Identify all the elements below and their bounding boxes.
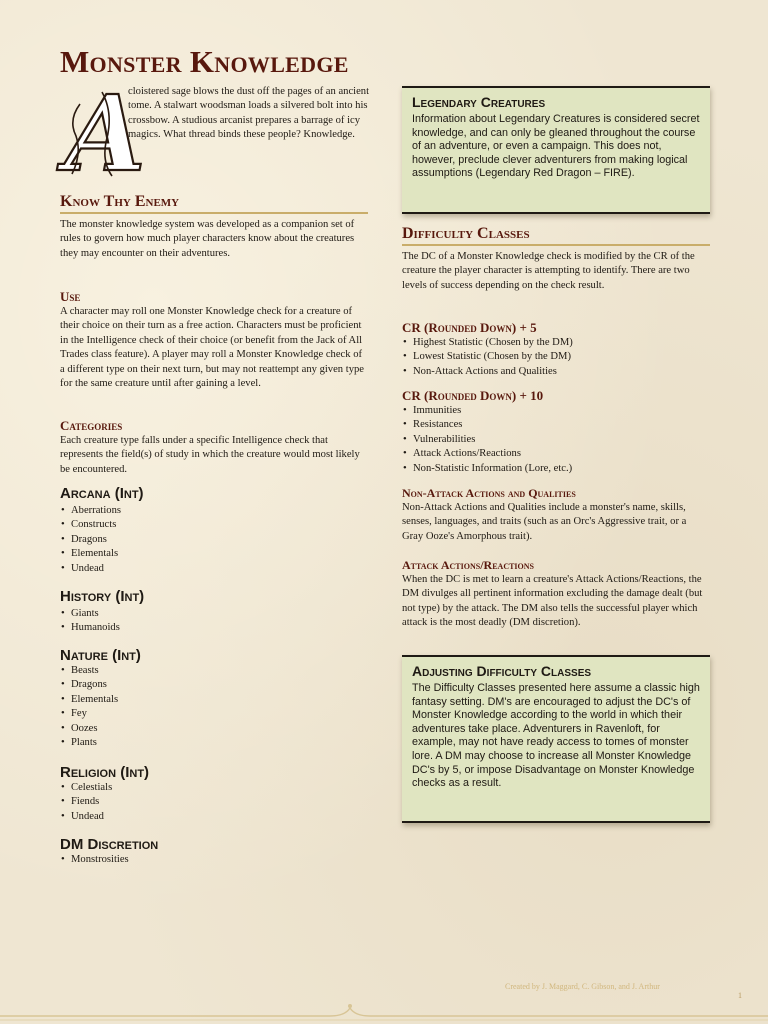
list-item: • Highest Statistic (Chosen by the DM) [402, 336, 710, 350]
difficulty-heading: Difficulty Classes [402, 225, 710, 246]
cr10-list [402, 404, 710, 476]
category-list [60, 781, 368, 824]
categories-text: Each creature type falls under a specific Intelligence check that represents the field(s) of study in which the creature would most likely be encountered. [60, 435, 360, 475]
use-text: A character may roll one Monster Knowledge check for a creature of their choice on their turn as a free action. Characters must be proficient in the Intelligence check of their choice (or benefit from the Jack of All Trades class feature). A player may roll a Monster Knowledge check of a different type on their next turn, but may not reattempt any given type for the same creature until after gaining a level. [60, 306, 364, 390]
know-thy-enemy-section [60, 193, 368, 261]
list-item: • Lowest Statistic (Chosen by the DM) [402, 350, 710, 364]
category-list [60, 664, 368, 750]
attack-section [402, 558, 710, 631]
list-item: • Attack Actions/Reactions [402, 447, 710, 461]
know-thy-enemy-text: The monster knowledge system was developed as a companion set of rules to govern how much player characters know about the creatures they may encounter on their adventures. [60, 219, 355, 259]
list-item: • Oozes [60, 722, 368, 736]
list-item: • Non-Statistic Information (Lore, etc.) [402, 462, 710, 476]
category-list [60, 853, 368, 867]
categories-heading: Categories [60, 418, 123, 433]
cr5-list [402, 336, 710, 379]
dropcap-letter [62, 72, 146, 195]
category-list [60, 504, 368, 576]
adjusting-dc-box [402, 655, 710, 823]
adjusting-dc-text: The Difficulty Classes presented here assume a classic high fantasy setting. DM's are encouraged to adjust the DC's of Monster Knowledge according to the world in which their adventures take place. Adventurers in Ravenloft, for example, may not have ready access to tomes of monster lore. A DM may choose to increase all Monster Knowledge DC's by 5, or impose Disadvantage on Monster Knowledge checks as a result. [412, 682, 700, 790]
list-item: • Monstrosities [60, 853, 368, 867]
attack-text: When the DC is met to learn a creature's Attack Actions/Reactions, the DM divulges all pertinent information excluding the damage dealt (but not type) by the attack. The DM also tells the successful player which attack is the most deadly (DM discretion). [402, 574, 703, 629]
category-heading: History (Int) [60, 588, 145, 605]
category-nature [60, 647, 368, 750]
list-item: • Dragons [60, 533, 368, 547]
list-item: • Elementals [60, 693, 368, 707]
list-item: • Celestials [60, 781, 368, 795]
list-item: • Non-Attack Actions and Qualities [402, 365, 710, 379]
categories-section [60, 418, 368, 477]
cr5-heading: CR (Rounded Down) + 5 [402, 320, 537, 335]
cr10-section [402, 388, 710, 476]
svg-text:A: A [65, 72, 146, 195]
list-item: • Aberrations [60, 504, 368, 518]
category-heading: DM Discretion [60, 836, 159, 853]
legendary-creatures-title: Legendary Creatures [412, 94, 546, 110]
list-item: • Giants [60, 607, 368, 621]
list-item: • Humanoids [60, 621, 368, 635]
list-item: • Constructs [60, 518, 368, 532]
category-heading: Arcana (Int) [60, 485, 144, 502]
list-item: • Dragons [60, 678, 368, 692]
category-heading: Religion (Int) [60, 764, 150, 781]
difficulty-section [402, 225, 710, 293]
list-item: • Plants [60, 736, 368, 750]
use-heading: Use [60, 289, 81, 304]
list-item: • Immunities [402, 404, 710, 418]
cr10-heading: CR (Rounded Down) + 10 [402, 388, 544, 403]
footer-credit: Created by J. Maggard, C. Gibson, and J. Arthur [505, 982, 660, 991]
category-religion [60, 764, 368, 824]
list-item: • Undead [60, 562, 368, 576]
list-item: • Vulnerabilities [402, 433, 710, 447]
non-attack-text: Non-Attack Actions and Qualities include a monster's name, skills, senses, languages, and traits (such as an Orc's Aggressive trait, or a Gray Ooze's Amorphous trait). [402, 502, 687, 542]
list-item: • Resistances [402, 418, 710, 432]
category-list [60, 607, 368, 636]
page-number: 1 [738, 991, 742, 1000]
use-section [60, 289, 368, 391]
attack-heading: Attack Actions/Reactions [402, 558, 534, 572]
adjusting-dc-title: Adjusting Difficulty Classes [412, 663, 592, 679]
list-item: • Fey [60, 707, 368, 721]
legendary-creatures-text: Information about Legendary Creatures is considered secret knowledge, and can only be gleaned throughout the course of an adventure, or even a campaign. This does not, however, preclude clever adventurers from making logical assumptions (Legendary Red Dragon – FIRE). [412, 113, 700, 180]
category-arcana [60, 485, 368, 576]
list-item: • Undead [60, 810, 368, 824]
legendary-creatures-box [402, 86, 710, 214]
category-history [60, 588, 368, 636]
difficulty-text: The DC of a Monster Knowledge check is modified by the CR of the creature the player character is attempting to identify. There are two levels of success depending on the check result. [402, 251, 695, 291]
intro-paragraph: cloistered sage blows the dust off the pages of an ancient tome. A stalwart woodsman loads a silvered bolt into his crossbow. A studious arcanist prepares a barrage of icy magics. What thread binds these people? Knowledge. [128, 86, 370, 141]
list-item: • Elementals [60, 547, 368, 561]
page-title: Monster Knowledge [60, 44, 349, 79]
list-item: • Beasts [60, 664, 368, 678]
non-attack-heading: Non-Attack Actions and Qualities [402, 486, 576, 500]
cr5-section [402, 320, 710, 379]
know-thy-enemy-heading: Know Thy Enemy [60, 193, 368, 214]
category-dm-discretion [60, 836, 368, 867]
non-attack-section [402, 486, 710, 544]
category-heading: Nature (Int) [60, 647, 141, 664]
list-item: • Fiends [60, 795, 368, 809]
